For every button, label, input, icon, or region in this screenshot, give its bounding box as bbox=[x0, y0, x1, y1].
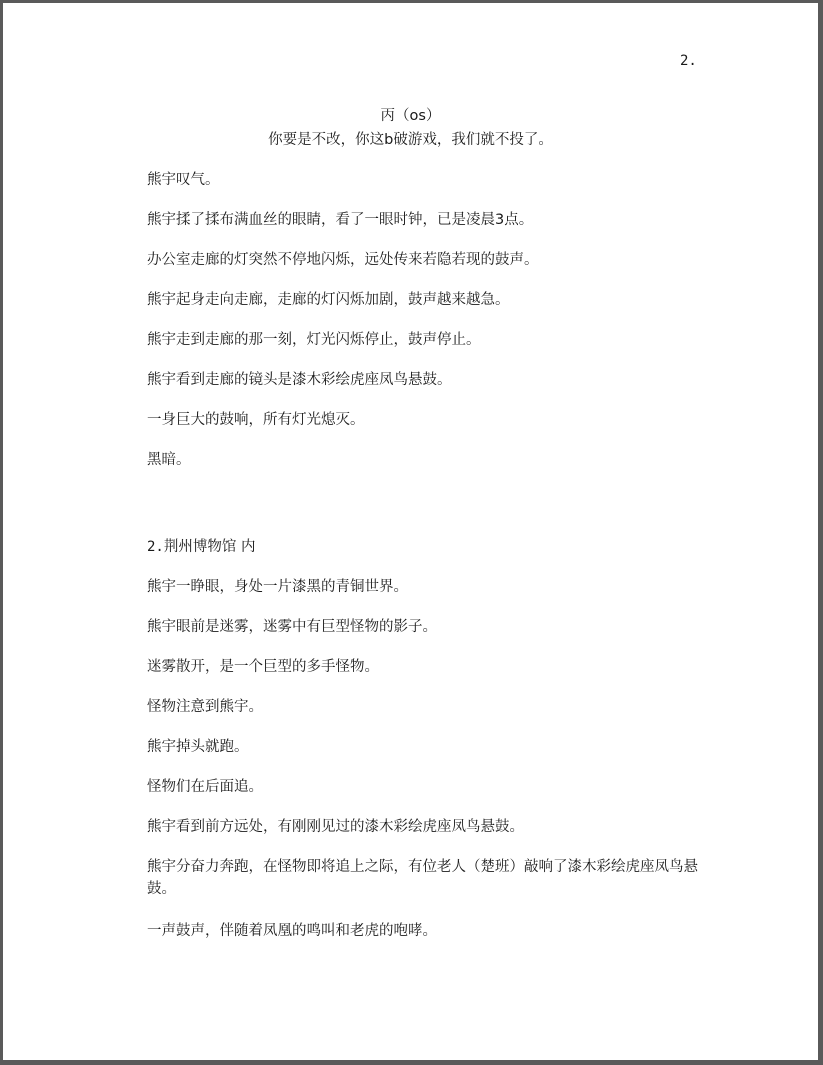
scene-location: 荆州博物馆 内 bbox=[163, 539, 256, 555]
page-number: 2. bbox=[680, 53, 697, 69]
action-line: 黑暗。 bbox=[147, 452, 191, 468]
script-page bbox=[3, 3, 818, 1060]
action-line: 熊宇揉了揉布满血丝的眼睛，看了一眼时钟，已是凌晨3点。 bbox=[147, 212, 534, 228]
action-line: 熊宇起身走向走廊，走廊的灯闪烁加剧，鼓声越来越急。 bbox=[147, 292, 510, 308]
action-line: 熊宇看到前方远处，有刚刚见过的漆木彩绘虎座凤鸟悬鼓。 bbox=[147, 819, 524, 835]
dialogue-line: 你要是不改，你这b破游戏，我们就不投了。 bbox=[268, 132, 553, 148]
scene-number: 2. bbox=[147, 539, 164, 555]
action-line: 迷雾散开，是一个巨型的多手怪物。 bbox=[147, 659, 379, 675]
action-line: 熊宇掉头就跑。 bbox=[147, 739, 249, 755]
action-line: 熊宇叹气。 bbox=[147, 172, 220, 188]
action-line: 怪物注意到熊宇。 bbox=[147, 699, 263, 715]
action-line: 熊宇分奋力奔跑，在怪物即将追上之际，有位老人（楚班）敲响了漆木彩绘虎座凤鸟悬鼓。 bbox=[147, 859, 698, 897]
action-line: 一声鼓声，伴随着凤凰的鸣叫和老虎的咆哮。 bbox=[147, 923, 437, 939]
action-line: 熊宇一睁眼，身处一片漆黑的青铜世界。 bbox=[147, 579, 408, 595]
action-line: 怪物们在后面追。 bbox=[147, 779, 263, 795]
action-line: 熊宇眼前是迷雾，迷雾中有巨型怪物的影子。 bbox=[147, 619, 437, 635]
action-line: 办公室走廊的灯突然不停地闪烁，远处传来若隐若现的鼓声。 bbox=[147, 252, 539, 268]
action-line: 熊宇走到走廊的那一刻，灯光闪烁停止，鼓声停止。 bbox=[147, 332, 481, 348]
action-line: 一身巨大的鼓响，所有灯光熄灭。 bbox=[147, 412, 365, 428]
character-name: 丙（os） bbox=[380, 108, 441, 124]
action-line: 熊宇看到走廊的镜头是漆木彩绘虎座凤鸟悬鼓。 bbox=[147, 372, 452, 388]
dialogue-block bbox=[3, 106, 818, 150]
scene-heading bbox=[147, 536, 255, 558]
